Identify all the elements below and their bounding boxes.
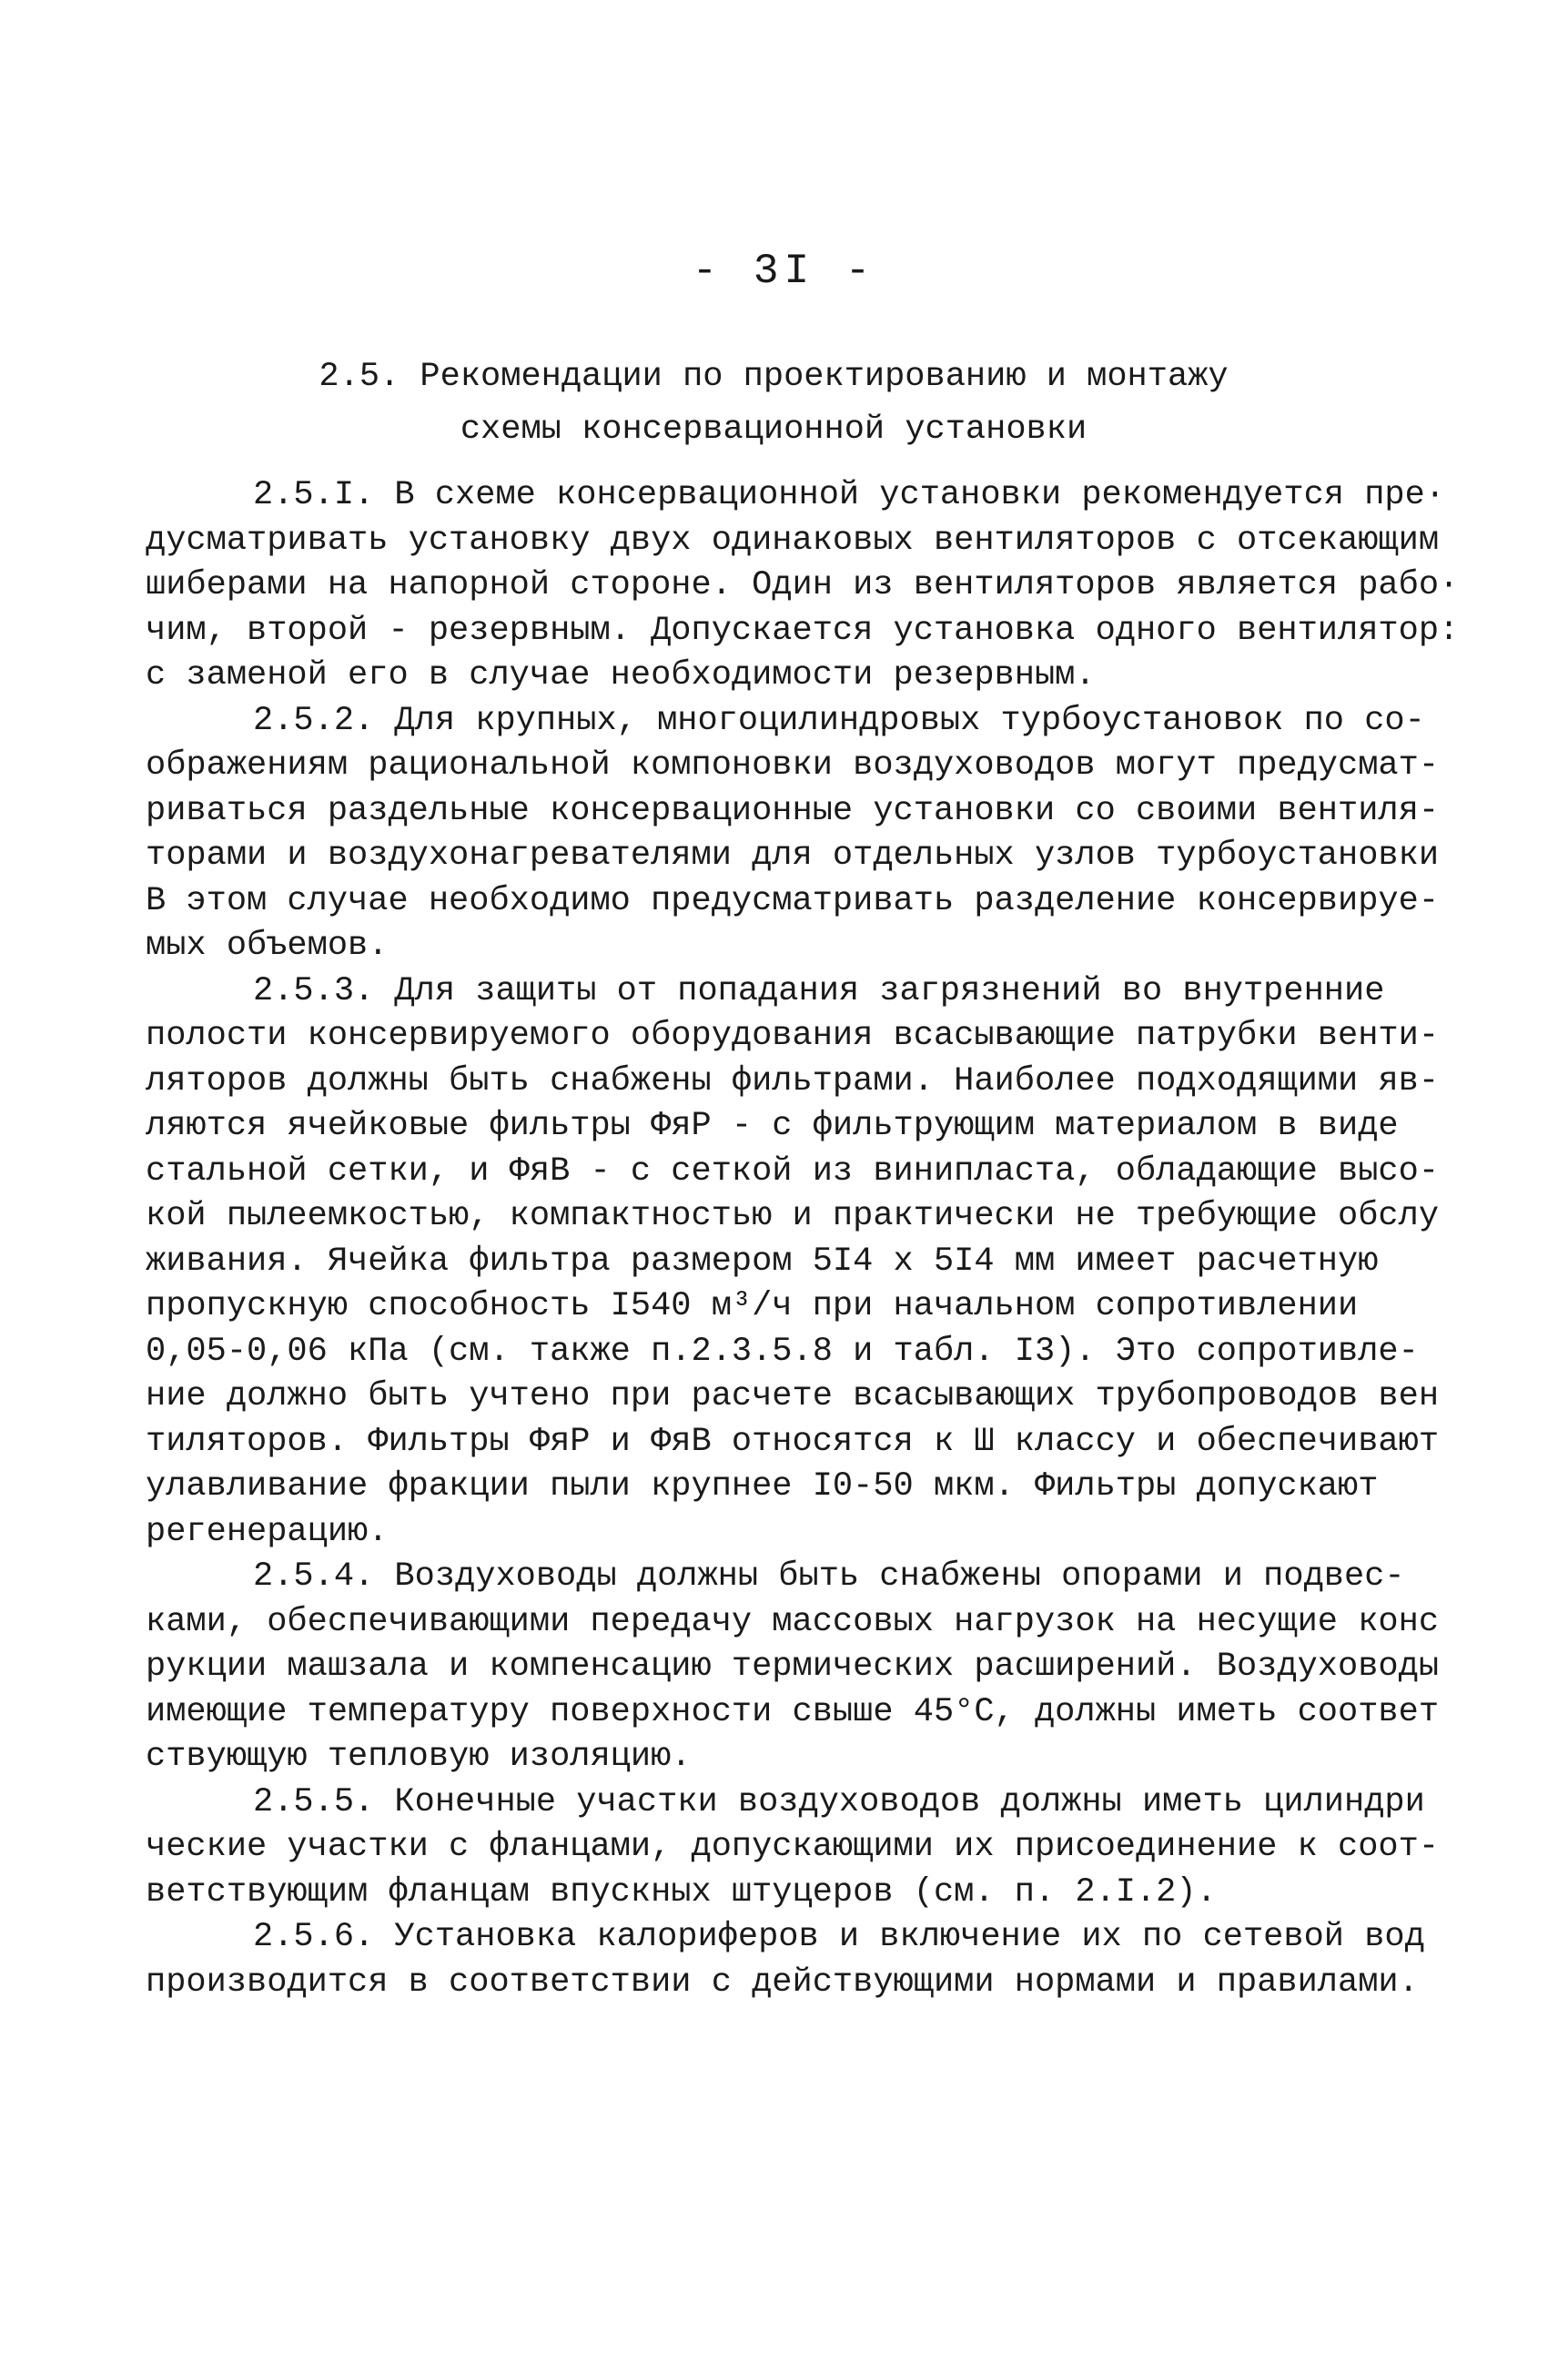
text-line: живания. Ячейка фильтра размером 5I4 x 5I4 мм имеет расчетную [146, 1242, 1379, 1281]
document-body [146, 473, 1460, 2005]
text-line: пропускную способность I540 м³/ч при начальном сопротивлении [146, 1287, 1359, 1325]
paragraph-2-5-3 [146, 969, 1440, 1556]
text-line: ками, обеспечивающими передачу массовых нагрузок на несущие конс [146, 1602, 1440, 1641]
heading-line-1: 2.5. Рекомендации по проектированию и монтажу [319, 358, 1229, 396]
text-line: 2.5.4. Воздуховоды должны быть снабжены опорами и подвес- [253, 1557, 1405, 1596]
section-heading [228, 350, 1320, 456]
paragraph-2-5-4 [146, 1555, 1440, 1780]
text-line: ние должно быть учтено при расчете всасывающих трубопроводов вен [146, 1377, 1440, 1415]
heading-line-2: схемы консервационной установки [460, 411, 1087, 449]
text-line: 2.5.2. Для крупных, многоцилиндровых турбоустановок по со- [253, 701, 1425, 740]
text-line: имеющие температуру поверхности свыше 45°С, должны иметь соответ [146, 1692, 1440, 1731]
text-line: тиляторов. Фильтры ФяР и ФяВ относятся к Ш классу и обеспечивают [146, 1422, 1440, 1461]
paragraph-2-5-6 [146, 1915, 1425, 2005]
text-line: мых объемов. [146, 927, 389, 965]
text-line: торами и воздухонагревателями для отдельных узлов турбоустановки [146, 837, 1440, 875]
text-line: ствующую тепловую изоляцию. [146, 1738, 692, 1776]
paragraph-2-5-2 [146, 699, 1440, 969]
text-line: кой пылеемкостью, компактностью и практически не требующие обслу [146, 1197, 1440, 1235]
page-number: - 3I - [692, 248, 876, 295]
text-line: ляторов должны быть снабжены фильтрами. Наиболее подходящими яв- [146, 1061, 1440, 1100]
text-line: 2.5.3. Для защиты от попадания загрязнений во внутренние [253, 971, 1385, 1010]
paragraph-2-5-5 [146, 1780, 1440, 1916]
text-line: чим, второй - резервным. Допускается установка одного вентилятор: [146, 611, 1460, 650]
text-line: ческие участки с фланцами, допускающими их присоединение к соот- [146, 1828, 1440, 1866]
text-line: улавливание фракции пыли крупнее I0-50 мкм. Фильтры допускают [146, 1467, 1379, 1506]
text-line: стальной сетки, и ФяВ - с сеткой из винипласта, обладающие высо- [146, 1151, 1440, 1191]
text-line: дусматривать установку двух одинаковых вентиляторов с отсекающим [146, 521, 1440, 560]
text-line: 0,05-0,06 кПа (см. также п.2.3.5.8 и табл. I3). Это сопротивле- [146, 1332, 1419, 1371]
text-line: ображениям рациональной компоновки воздуховодов могут предусмат- [146, 746, 1440, 785]
text-line: В этом случае необходимо предусматривать разделение консервируе- [146, 881, 1440, 920]
text-line: риваться раздельные консервационные установки со своими вентиля- [146, 791, 1440, 830]
text-line: 2.5.5. Конечные участки воздуховодов должны иметь цилиндри [253, 1782, 1425, 1821]
text-line: шиберами на напорной стороне. Один из вентиляторов является рабо· [146, 566, 1460, 604]
text-line: регенерацию. [146, 1512, 389, 1551]
text-line: рукции машзала и компенсацию термических расширений. Воздуховоды [146, 1648, 1440, 1686]
paragraph-2-5-1 [146, 473, 1460, 699]
text-line: ветствующим фланцам впускных штуцеров (см. п. 2.I.2). [146, 1872, 1217, 1912]
text-line: с заменой его в случае необходимости резервным. [146, 656, 1096, 695]
text-line: производится в соответствии с действующими нормами и правилами. [146, 1963, 1419, 2002]
text-line: полости консервируемого оборудования всасывающие патрубки венти- [146, 1017, 1440, 1055]
text-line: ляются ячейковые фильтры ФяР - с фильтрующим материалом в виде [146, 1107, 1399, 1145]
text-line: 2.5.6. Установка калориферов и включение их по сетевой вод [253, 1918, 1425, 1956]
text-line: 2.5.I. В схеме консервационной установки рекомендуется пре· [253, 476, 1446, 514]
